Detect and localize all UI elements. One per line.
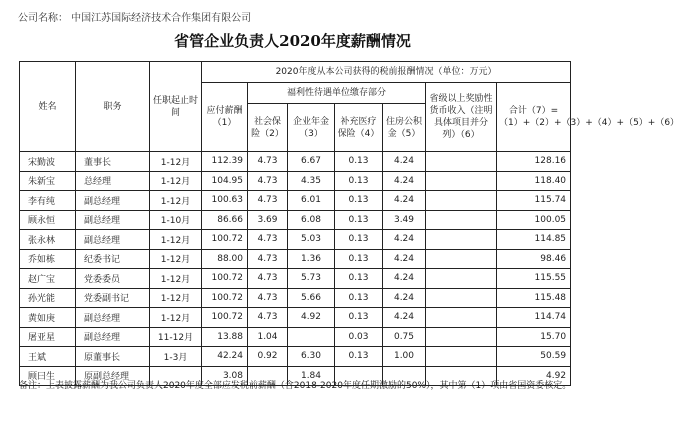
cell-housing: 4.24 — [383, 171, 426, 191]
cell-salary: 112.39 — [202, 152, 248, 172]
cell-salary: 13.88 — [202, 327, 248, 347]
cell-total: 128.16 — [497, 152, 571, 172]
table-row — [20, 230, 571, 250]
header-welfare: 福利性待遇单位缴存部分 — [248, 83, 426, 104]
cell-salary: 100.72 — [202, 269, 248, 289]
cell-total: 50.59 — [497, 347, 571, 367]
cell-other — [426, 152, 497, 172]
header-annuity: 企业年金（3） — [288, 104, 335, 152]
cell-other — [426, 347, 497, 367]
cell-social: 4.73 — [248, 171, 288, 191]
cell-term: 1-12月 — [150, 269, 202, 289]
header-salary: 应付薪酬（1） — [202, 83, 248, 152]
cell-position: 副总经理 — [76, 308, 150, 328]
cell-total: 100.05 — [497, 210, 571, 230]
cell-total: 4.92 — [497, 366, 571, 386]
cell-housing: 4.24 — [383, 308, 426, 328]
cell-salary: 100.63 — [202, 191, 248, 211]
cell-social: 4.73 — [248, 308, 288, 328]
cell-salary: 88.00 — [202, 249, 248, 269]
cell-annuity: 6.01 — [288, 191, 335, 211]
table-body — [20, 152, 571, 386]
cell-other — [426, 269, 497, 289]
cell-medical: 0.13 — [335, 152, 383, 172]
cell-salary: 100.72 — [202, 308, 248, 328]
cell-annuity: 5.66 — [288, 288, 335, 308]
cell-total: 15.70 — [497, 327, 571, 347]
header-position: 职务 — [76, 62, 150, 152]
cell-medical: 0.03 — [335, 327, 383, 347]
header-housing: 住房公积金（5） — [383, 104, 426, 152]
cell-total: 118.40 — [497, 171, 571, 191]
page-title: 省管企业负责人2020年度薪酬情况 — [174, 32, 411, 50]
header-total: 合计（7）=（1）+（2）+（3）+（4）+（5）+（6） — [497, 83, 571, 152]
cell-total: 114.74 — [497, 308, 571, 328]
cell-other — [426, 171, 497, 191]
cell-medical: 0.13 — [335, 210, 383, 230]
cell-name: 朱新宝 — [20, 171, 76, 191]
cell-name: 孙光能 — [20, 288, 76, 308]
cell-name: 顾永恒 — [20, 210, 76, 230]
table-row — [20, 269, 571, 289]
cell-annuity: 6.30 — [288, 347, 335, 367]
cell-medical: 0.13 — [335, 347, 383, 367]
header-name: 姓名 — [20, 62, 76, 152]
cell-annuity: 6.08 — [288, 210, 335, 230]
cell-term: 1-12月 — [150, 171, 202, 191]
cell-term: 1-12月 — [150, 230, 202, 250]
cell-name: 张永林 — [20, 230, 76, 250]
cell-position: 副总经理 — [76, 230, 150, 250]
cell-annuity: 4.35 — [288, 171, 335, 191]
cell-total: 115.74 — [497, 191, 571, 211]
table-row — [20, 210, 571, 230]
cell-social: 4.73 — [248, 288, 288, 308]
cell-position: 党委副书记 — [76, 288, 150, 308]
header-row-1 — [20, 62, 571, 83]
cell-annuity: 1.84 — [288, 366, 335, 386]
cell-social: 4.73 — [248, 269, 288, 289]
cell-medical: 0.13 — [335, 191, 383, 211]
cell-salary: 42.24 — [202, 347, 248, 367]
table-row — [20, 347, 571, 367]
header-social: 社会保险（2） — [248, 104, 288, 152]
table-row — [20, 191, 571, 211]
header-term: 任职起止时间 — [150, 62, 202, 152]
header-other: 省级以上奖励性货币收入（注明具体项目并分列）（6） — [426, 83, 497, 152]
cell-position: 副总经理 — [76, 327, 150, 347]
cell-housing: 0.75 — [383, 327, 426, 347]
cell-housing: 3.49 — [383, 210, 426, 230]
cell-social: 0.92 — [248, 347, 288, 367]
cell-medical: 0.13 — [335, 249, 383, 269]
cell-term: 1-10月 — [150, 210, 202, 230]
cell-other — [426, 327, 497, 347]
cell-housing: 4.24 — [383, 269, 426, 289]
cell-total: 115.48 — [497, 288, 571, 308]
cell-annuity: 6.67 — [288, 152, 335, 172]
cell-position: 副总经理 — [76, 210, 150, 230]
table-row — [20, 152, 571, 172]
cell-other — [426, 288, 497, 308]
cell-annuity: 5.03 — [288, 230, 335, 250]
cell-name: 屠亚星 — [20, 327, 76, 347]
cell-social: 4.73 — [248, 152, 288, 172]
cell-housing: 4.24 — [383, 152, 426, 172]
cell-social: 3.69 — [248, 210, 288, 230]
cell-other — [426, 210, 497, 230]
cell-medical: 0.13 — [335, 171, 383, 191]
cell-annuity: 4.92 — [288, 308, 335, 328]
cell-medical: 0.13 — [335, 308, 383, 328]
cell-total: 115.55 — [497, 269, 571, 289]
cell-housing: 1.00 — [383, 347, 426, 367]
cell-term: 1-12月 — [150, 308, 202, 328]
table-row — [20, 327, 571, 347]
cell-position: 原副总经理 — [76, 366, 150, 386]
cell-position: 总经理 — [76, 171, 150, 191]
cell-salary: 100.72 — [202, 230, 248, 250]
cell-salary: 3.08 — [202, 366, 248, 386]
cell-position: 董事长 — [76, 152, 150, 172]
cell-term: 1-12月 — [150, 249, 202, 269]
cell-housing: 4.24 — [383, 288, 426, 308]
cell-medical: 0.13 — [335, 230, 383, 250]
cell-annuity: 5.73 — [288, 269, 335, 289]
cell-term: 11-12月 — [150, 327, 202, 347]
cell-term: 1-12月 — [150, 191, 202, 211]
cell-housing: 4.24 — [383, 230, 426, 250]
cell-social: 1.04 — [248, 327, 288, 347]
cell-social: 4.73 — [248, 230, 288, 250]
cell-name: 赵广宝 — [20, 269, 76, 289]
cell-position: 纪委书记 — [76, 249, 150, 269]
header-group: 2020年度从本公司获得的税前报酬情况（单位：万元） — [202, 62, 571, 83]
cell-term: 1-12月 — [150, 152, 202, 172]
table-row — [20, 288, 571, 308]
cell-salary: 86.66 — [202, 210, 248, 230]
cell-medical: 0.13 — [335, 288, 383, 308]
cell-name: 李有纯 — [20, 191, 76, 211]
cell-salary: 104.95 — [202, 171, 248, 191]
cell-total: 114.85 — [497, 230, 571, 250]
cell-position: 副总经理 — [76, 191, 150, 211]
cell-annuity — [288, 327, 335, 347]
cell-name: 黄如庚 — [20, 308, 76, 328]
cell-housing: 4.24 — [383, 191, 426, 211]
cell-term: 1-12月 — [150, 288, 202, 308]
cell-other — [426, 308, 497, 328]
cell-annuity: 1.36 — [288, 249, 335, 269]
header-medical: 补充医疗保险（4） — [335, 104, 383, 152]
cell-other — [426, 249, 497, 269]
cell-social: 4.73 — [248, 191, 288, 211]
cell-other — [426, 230, 497, 250]
cell-other — [426, 191, 497, 211]
cell-name: 王斌 — [20, 347, 76, 367]
table-row — [20, 249, 571, 269]
cell-name: 顾曰生 — [20, 366, 76, 386]
cell-name: 乔如栋 — [20, 249, 76, 269]
cell-salary: 100.72 — [202, 288, 248, 308]
cell-name: 宋勤波 — [20, 152, 76, 172]
cell-housing: 4.24 — [383, 249, 426, 269]
cell-position: 原董事长 — [76, 347, 150, 367]
cell-total: 98.46 — [497, 249, 571, 269]
table-row — [20, 171, 571, 191]
cell-position: 党委委员 — [76, 269, 150, 289]
cell-social: 4.73 — [248, 249, 288, 269]
cell-term: 1-3月 — [150, 347, 202, 367]
company-name: 公司名称： 中国江苏国际经济技术合作集团有限公司 — [18, 13, 252, 24]
cell-medical: 0.13 — [335, 269, 383, 289]
table-row — [20, 308, 571, 328]
footnote: 备注：上表披露薪酬为我公司负责人2020年度全部应发税前薪酬（含2018-2020年度任期激励的50%），其中第（1）项由省国资委核定。 — [19, 381, 572, 391]
